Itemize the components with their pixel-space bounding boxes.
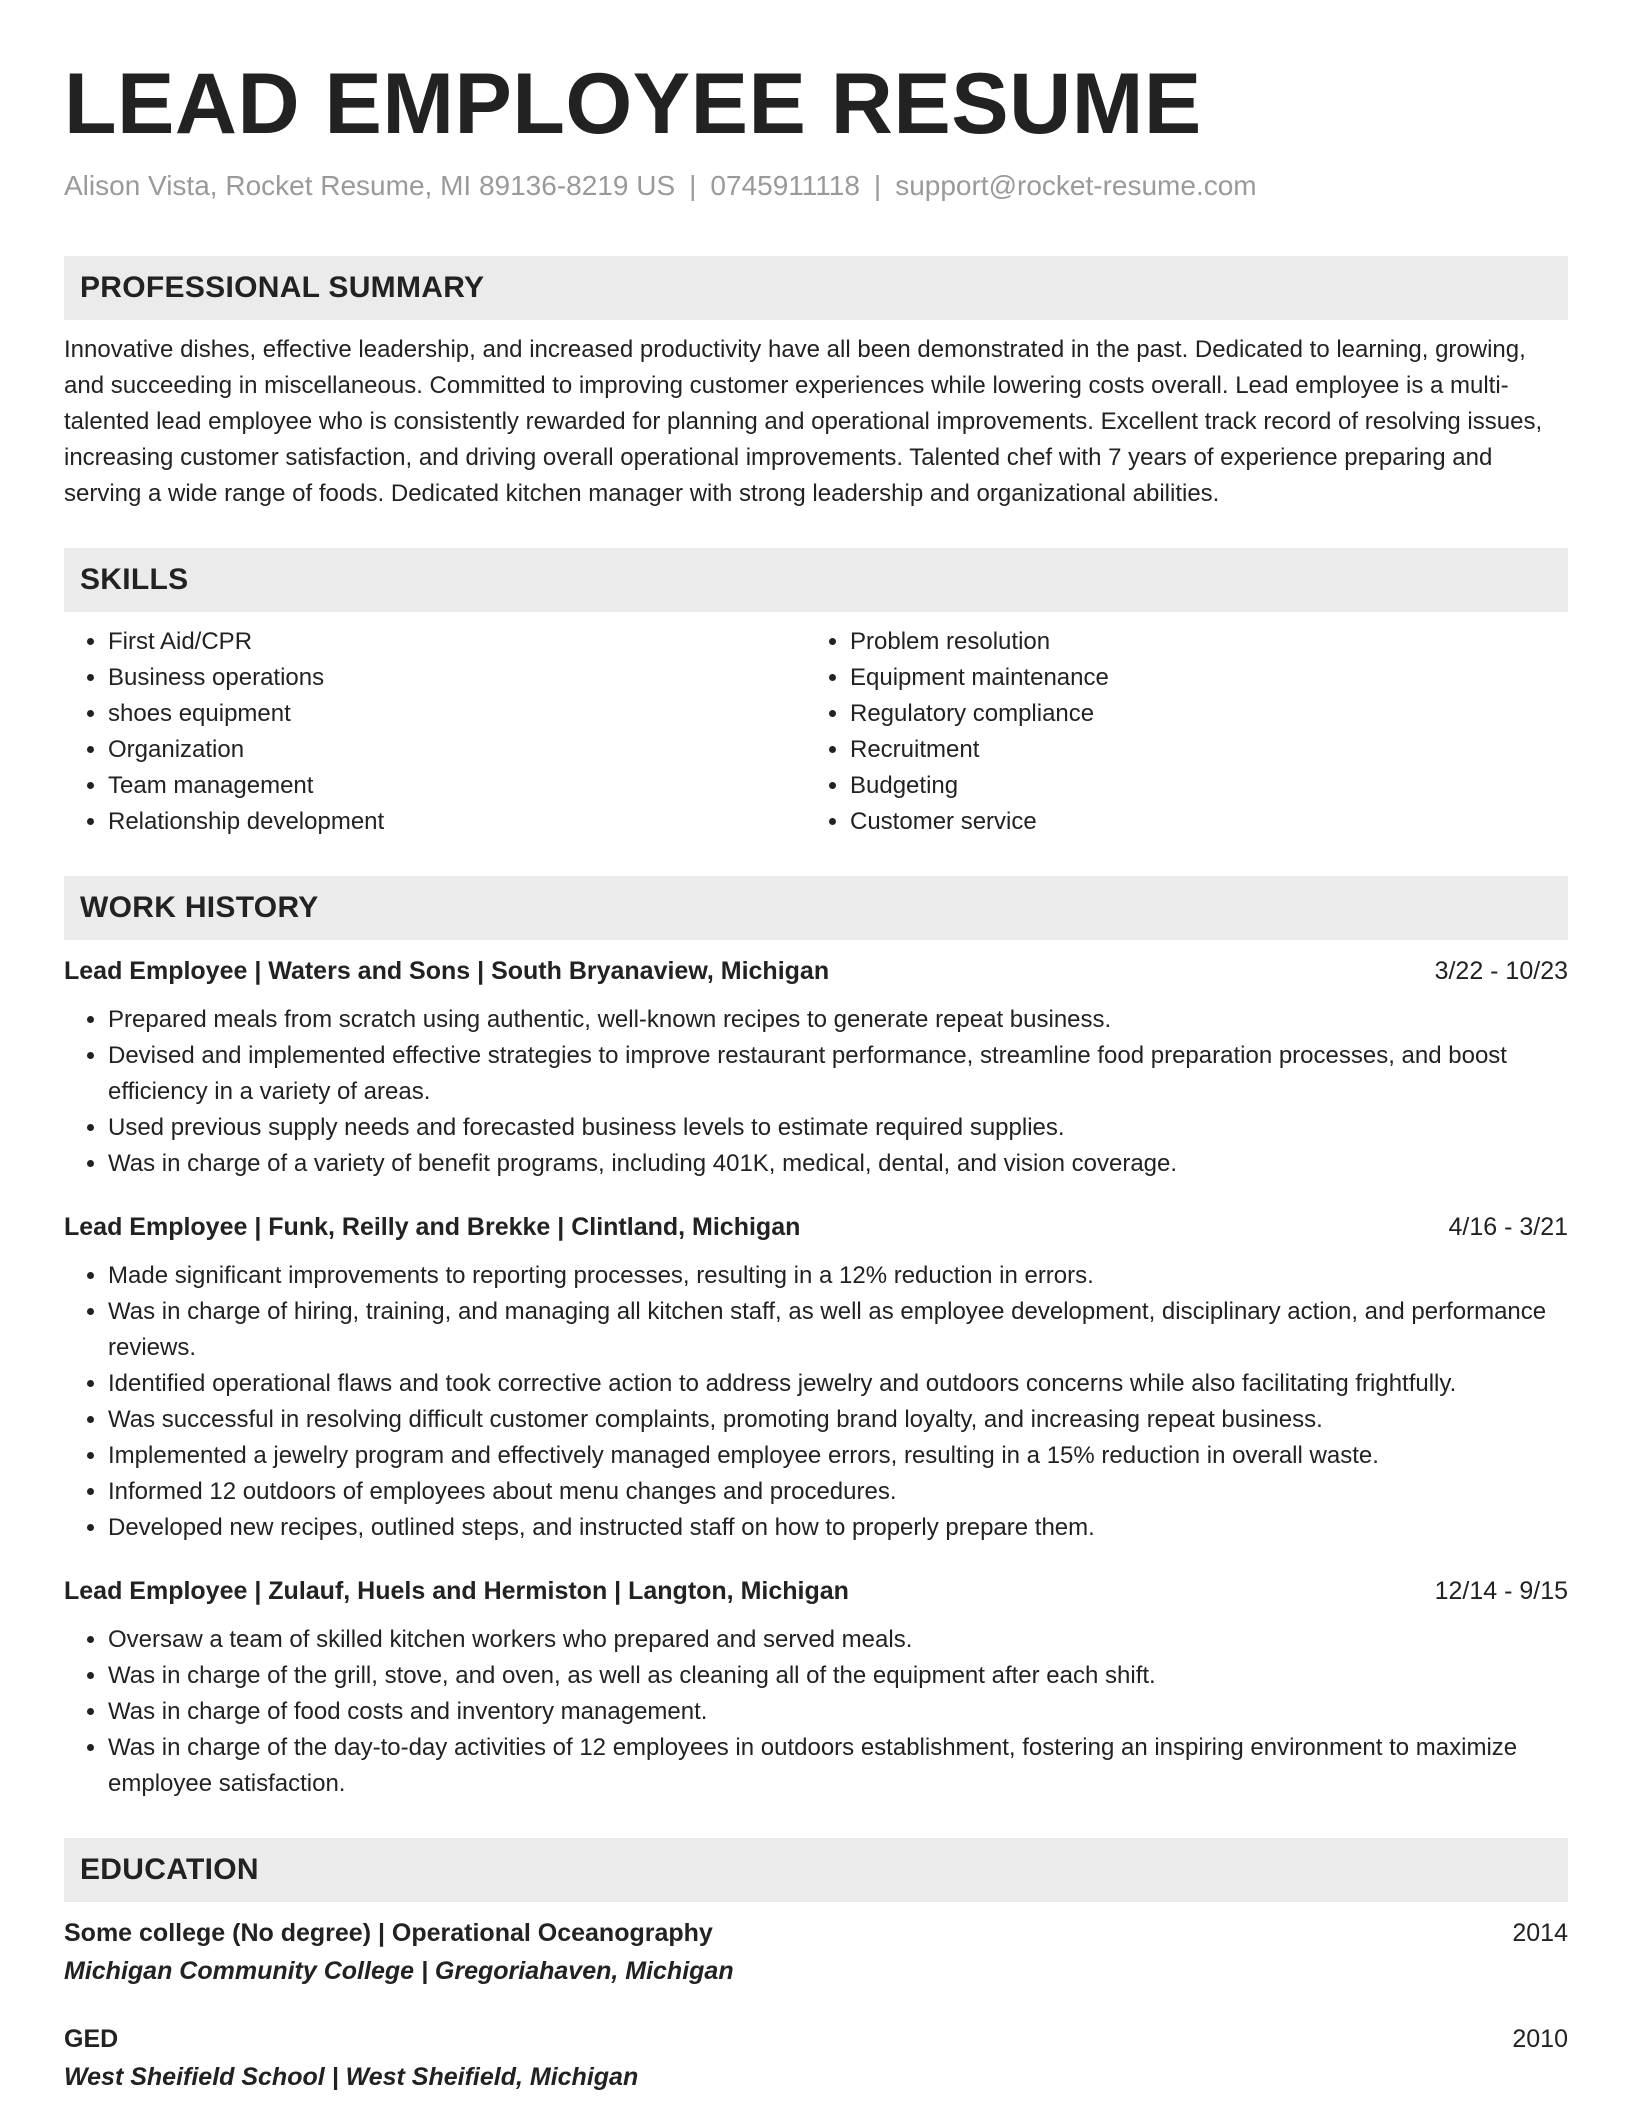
skill-item: • shoes equipment <box>108 696 806 732</box>
job-bullet: • Developed new recipes, outlined steps, and instructed staff on how to properly prepare them. <box>108 1510 1568 1546</box>
job-bullets <box>64 1622 1568 1802</box>
section-header-summary: PROFESSIONAL SUMMARY <box>64 256 1568 320</box>
job-bullet: • Was in charge of hiring, training, and managing all kitchen staff, as well as employee development, disciplinary action, and performance reviews. <box>108 1294 1568 1366</box>
job-bullets <box>64 1258 1568 1546</box>
job-bullet: • Oversaw a team of skilled kitchen workers who prepared and served meals. <box>108 1622 1568 1658</box>
skill-item: • Recruitment <box>850 732 1548 768</box>
job-title: Lead Employee | Funk, Reilly and Brekke | Clintland, Michigan <box>64 1213 801 1241</box>
job-bullet: • Made significant improvements to reporting processes, resulting in a 12% reduction in errors. <box>108 1258 1568 1294</box>
job-bullets <box>64 1002 1568 1182</box>
section-header-work-history: WORK HISTORY <box>64 876 1568 940</box>
contact-separator: | <box>873 170 882 201</box>
education-entry <box>64 2020 1568 2096</box>
job-dates: 12/14 - 9/15 <box>1434 1577 1568 1605</box>
skill-item: • Customer service <box>850 804 1548 840</box>
job-header <box>64 952 1568 990</box>
section-header-education: EDUCATION <box>64 1838 1568 1902</box>
skill-item: • Business operations <box>108 660 806 696</box>
job-dates: 4/16 - 3/21 <box>1448 1213 1568 1241</box>
contact-phone: 0745911118 <box>710 170 860 201</box>
job-bullet: • Was in charge of the grill, stove, and oven, as well as cleaning all of the equipment after each shift. <box>108 1658 1568 1694</box>
contact-address: Alison Vista, Rocket Resume, MI 89136-8219 US <box>64 170 676 201</box>
job-title: Lead Employee | Zulauf, Huels and Hermiston | Langton, Michigan <box>64 1577 849 1605</box>
job-entry <box>64 952 1568 1182</box>
skill-item: • Relationship development <box>108 804 806 840</box>
job-bullet: • Informed 12 outdoors of employees about menu changes and procedures. <box>108 1474 1568 1510</box>
job-bullet: • Was in charge of a variety of benefit programs, including 401K, medical, dental, and vision coverage. <box>108 1146 1568 1182</box>
education-header <box>64 2020 1568 2058</box>
education-school: West Sheifield School | West Sheifield, Michigan <box>64 2063 639 2091</box>
job-header <box>64 1572 1568 1610</box>
job-title: Lead Employee | Waters and Sons | South Bryanaview, Michigan <box>64 957 830 985</box>
job-bullet: • Devised and implemented effective strategies to improve restaurant performance, streamline food preparation processes, and boost efficiency in a variety of areas. <box>108 1038 1568 1110</box>
resume-title: LEAD EMPLOYEE RESUME <box>64 56 1202 152</box>
skills-grid <box>64 624 1568 840</box>
job-header <box>64 1208 1568 1246</box>
job-bullet: • Was in charge of food costs and inventory management. <box>108 1694 1568 1730</box>
skills-column-left <box>64 624 806 840</box>
education-degree: Some college (No degree) | Operational Oceanography <box>64 1919 713 1947</box>
education-year: 2014 <box>1512 1919 1568 1947</box>
education-year: 2010 <box>1512 2025 1568 2053</box>
job-bullet: • Was in charge of the day-to-day activities of 12 employees in outdoors establishment, fostering an inspiring environment to maximize employee satisfaction. <box>108 1730 1568 1802</box>
contact-separator: | <box>689 170 697 201</box>
job-bullet: • Identified operational flaws and took corrective action to address jewelry and outdoors concerns while also facilitating frightfully. <box>108 1366 1568 1402</box>
contact-email[interactable]: support@rocket-resume.com <box>895 170 1257 201</box>
education-entry <box>64 1914 1568 1990</box>
skill-item: • Team management <box>108 768 806 804</box>
summary-text: Innovative dishes, effective leadership, and increased productivity have all been demonstrated in the past. Dedicated to learning, growing, and succeeding in miscellaneous. Committed to improving customer experiences while lowering costs overall. Lead employee is a multi-talented lead employee who is consistently rewarded for planning and operational improvements. Excellent track record of resolving issues, increasing customer satisfaction, and driving overall operational improvements. Talented chef with 7 years of experience preparing and serving a wide range of foods. Dedicated kitchen manager with strong leadership and organizational abilities. <box>64 336 1543 507</box>
skills-column-right <box>806 624 1548 840</box>
job-bullet: • Used previous supply needs and forecasted business levels to estimate required supplies. <box>108 1110 1568 1146</box>
job-entry <box>64 1572 1568 1802</box>
job-bullet: • Prepared meals from scratch using authentic, well-known recipes to generate repeat business. <box>108 1002 1568 1038</box>
job-dates: 3/22 - 10/23 <box>1434 957 1568 985</box>
skill-item: • Problem resolution <box>850 624 1548 660</box>
job-entry <box>64 1208 1568 1546</box>
education-degree: GED <box>64 2025 119 2053</box>
education-school: Michigan Community College | Gregoriahaven, Michigan <box>64 1957 734 1985</box>
skill-item: • Organization <box>108 732 806 768</box>
contact-line <box>64 168 1568 204</box>
skill-item: • Equipment maintenance <box>850 660 1548 696</box>
job-bullet: • Implemented a jewelry program and effectively managed employee errors, resulting in a 15% reduction in overall waste. <box>108 1438 1568 1474</box>
job-bullet: • Was successful in resolving difficult customer complaints, promoting brand loyalty, and increasing repeat business. <box>108 1402 1568 1438</box>
section-header-skills: SKILLS <box>64 548 1568 612</box>
skill-item: • Budgeting <box>850 768 1548 804</box>
skill-item: • First Aid/CPR <box>108 624 806 660</box>
education-header <box>64 1914 1568 1952</box>
skill-item: • Regulatory compliance <box>850 696 1548 732</box>
